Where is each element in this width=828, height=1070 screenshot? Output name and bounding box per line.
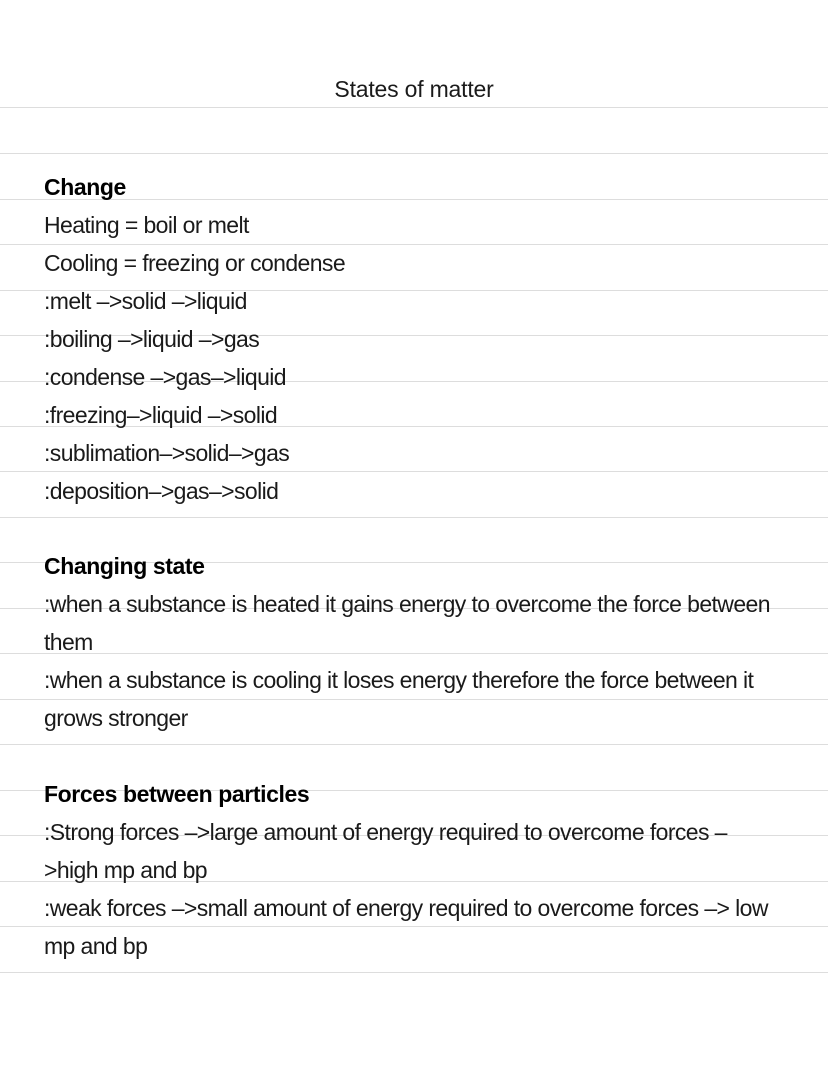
ruled-line (0, 517, 828, 518)
note-line: >high mp and bp (44, 857, 207, 883)
ruled-line (0, 744, 828, 745)
note-line: :when a substance is cooling it loses energy therefore the force between it (44, 667, 754, 693)
ruled-line (0, 972, 828, 973)
note-line: :deposition–>gas–>solid (44, 478, 279, 504)
ruled-line (0, 926, 828, 927)
note-line: :Strong forces –>large amount of energy required to overcome forces – (44, 819, 727, 845)
note-line: :boiling –>liquid –>gas (44, 326, 260, 352)
section-heading-change: Change (44, 174, 126, 200)
ruled-line (0, 471, 828, 472)
ruled-line (0, 244, 828, 245)
note-line: mp and bp (44, 933, 148, 959)
note-line: Heating = boil or melt (44, 212, 249, 238)
ruled-line (0, 107, 828, 108)
note-line: :when a substance is heated it gains energy to overcome the force between (44, 591, 770, 617)
note-line: grows stronger (44, 705, 188, 731)
ruled-line (0, 153, 828, 154)
section-heading-forces: Forces between particles (44, 781, 310, 807)
note-line: :weak forces –>small amount of energy required to overcome forces –> low (44, 895, 768, 921)
section-heading-changing-state: Changing state (44, 553, 205, 579)
note-line: Cooling = freezing or condense (44, 250, 346, 276)
note-line: :sublimation–>solid–>gas (44, 440, 290, 466)
note-line: them (44, 629, 93, 655)
ruled-line (0, 699, 828, 700)
page-title: States of matter (334, 76, 494, 102)
note-line: :freezing–>liquid –>solid (44, 402, 278, 428)
note-line: :condense –>gas–>liquid (44, 364, 286, 390)
note-line: :melt –>solid –>liquid (44, 288, 247, 314)
